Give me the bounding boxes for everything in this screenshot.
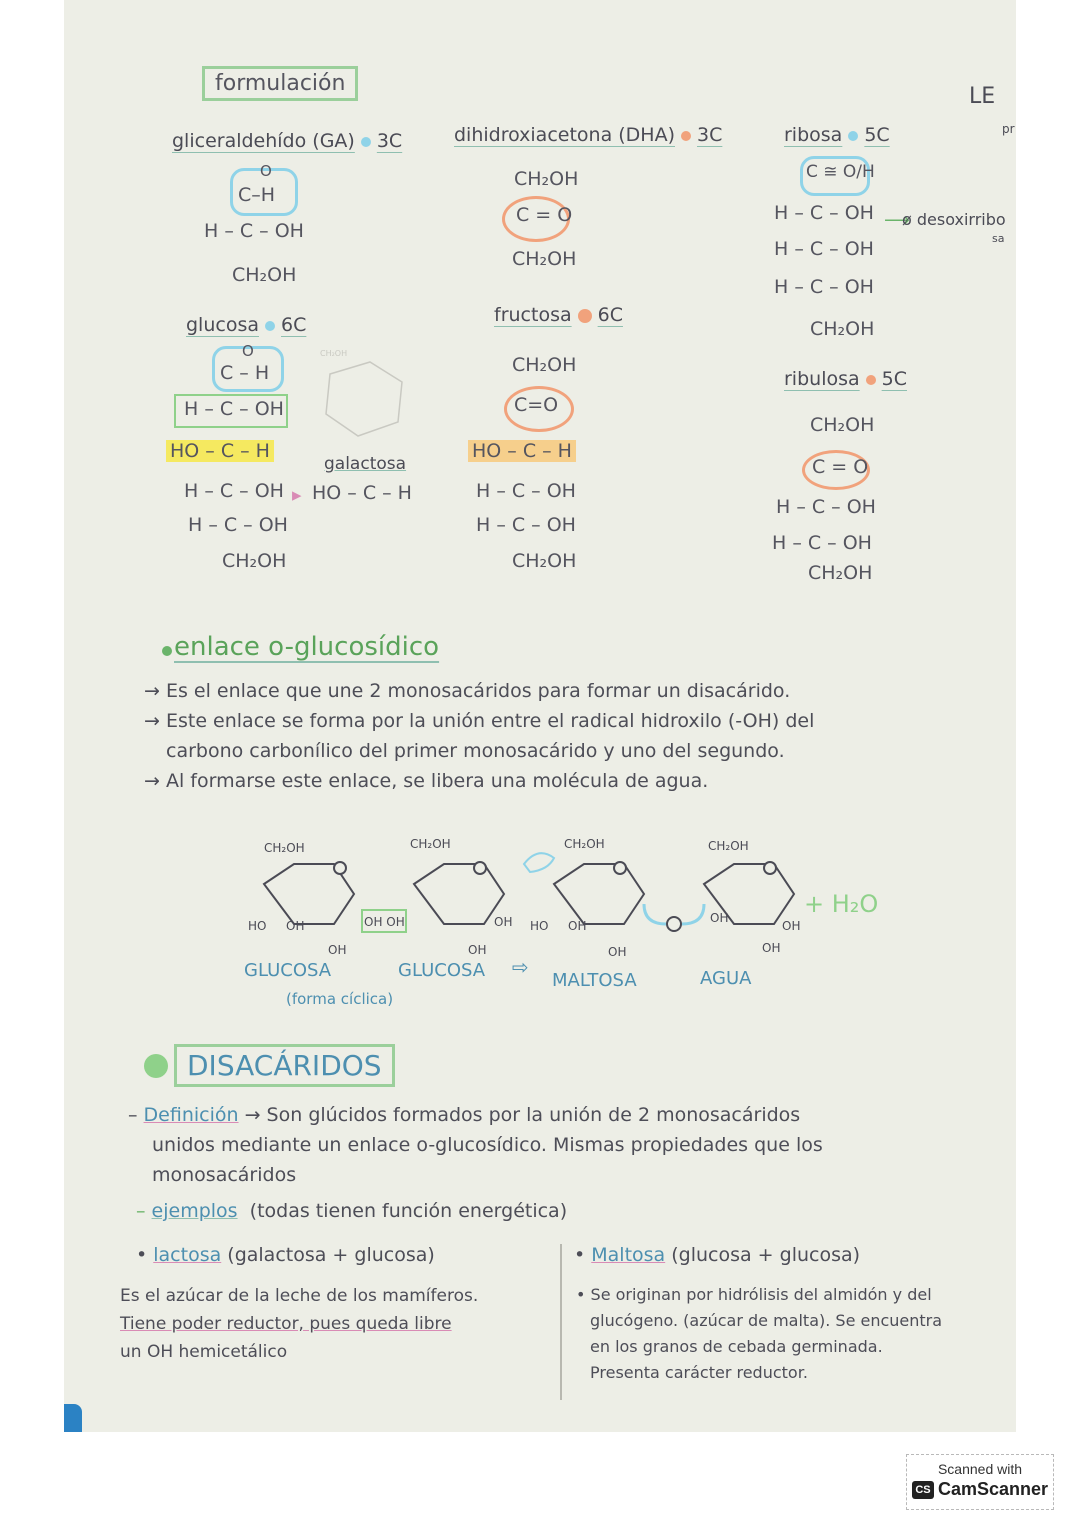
- ga-name: [172, 130, 402, 152]
- maltose-1-ho: HO: [530, 919, 549, 933]
- maltose-1-oh-bottom: OH: [608, 945, 627, 959]
- maltose-1-oh: OH: [568, 919, 587, 933]
- page-title: formulación: [202, 66, 358, 101]
- ejemplos-label: ejemplos: [151, 1200, 238, 1222]
- enlace-bullet-1-text: Es el enlace que une 2 monosacáridos para formar un disacárido.: [165, 680, 791, 702]
- lactosa-title: • lactosa (galactosa + glucosa): [136, 1244, 435, 1266]
- label-forma-ciclica: (forma cíclica): [286, 990, 394, 1008]
- disacaridos-bullet: [144, 1054, 168, 1078]
- ribulosa-line-1: CH₂OH: [810, 414, 875, 436]
- ribulosa-line-3: H – C – OH: [776, 496, 876, 518]
- glucosa-carbons: 6C: [281, 314, 307, 336]
- edge-text-le: LE: [969, 84, 996, 109]
- galactosa-line: HO – C – H: [312, 482, 412, 504]
- blue-corner-tab: [64, 1404, 82, 1432]
- ribosa-name: [784, 124, 890, 146]
- maltose-2-oh: OH: [710, 911, 729, 925]
- ring-1-ch2oh: CH₂OH: [264, 841, 305, 855]
- maltose-bridge-oxygen: [667, 917, 681, 931]
- ga-line-3: CH₂OH: [232, 264, 297, 286]
- lactosa-name: lactosa: [153, 1244, 222, 1266]
- fructosa-line-4: H – C – OH: [476, 480, 576, 502]
- scan-brand-text: CamScanner: [937, 1479, 1049, 1499]
- enlace-bullet-2-text: Este enlace se forma por la unión entre el radical hidroxilo (-OH) del: [165, 710, 815, 732]
- ring-1-ho: HO: [248, 919, 267, 933]
- maltosa-line-3-text: en los granos de cebada germinada.: [590, 1337, 883, 1356]
- ejemplos-note: (todas tienen función energética): [249, 1200, 568, 1222]
- ribulosa-line-4: H – C – OH: [772, 532, 872, 554]
- glucosa-line-3: HO – C – H: [166, 440, 274, 462]
- maltosa-line-2: [576, 1308, 942, 1334]
- maltosa-line-4: [576, 1360, 942, 1386]
- disacaridos-heading: DISACÁRIDOS: [174, 1044, 395, 1087]
- maltosa-body: [576, 1282, 942, 1386]
- ribosa-line-5: CH₂OH: [810, 318, 875, 340]
- definicion-label: Definición: [143, 1104, 239, 1126]
- glucosa-dot: [265, 321, 275, 331]
- ribosa-dot: [848, 131, 858, 141]
- bridge-right: [682, 904, 704, 924]
- camscanner-logo-icon: CS: [912, 1481, 934, 1499]
- maltosa-line-4-text: Presenta carácter reductor.: [590, 1363, 808, 1382]
- scan-brand: [907, 1479, 1053, 1500]
- ribulosa-line-5: CH₂OH: [808, 562, 873, 584]
- glucosa-line-4: H – C – OH: [184, 480, 284, 502]
- enlace-bullets: [144, 676, 814, 796]
- ribulosa-name-text: ribulosa: [784, 368, 860, 390]
- lactosa-line-3: [120, 1338, 478, 1366]
- ga-carbons: 3C: [376, 130, 403, 152]
- glucosa-name-text: glucosa: [186, 314, 259, 336]
- maltosa-name: Maltosa: [591, 1244, 666, 1266]
- fructosa-line-2: C=O: [514, 394, 559, 416]
- maltosa-line-1-text: Se originan por hidrólisis del almidón y del: [590, 1285, 932, 1304]
- definicion-text-3: monosacáridos: [152, 1164, 297, 1186]
- ribosa-line-3: H – C – OH: [774, 238, 874, 260]
- glucosa-line-2: H – C – OH: [184, 398, 284, 420]
- maltose-ring-1: [554, 864, 644, 924]
- definicion-line-2: [128, 1130, 823, 1160]
- glucosa-line-1: C – H: [220, 362, 270, 384]
- ga-dot: [361, 137, 371, 147]
- galactosa-name: galactosa: [324, 454, 407, 474]
- ring-2-oxygen: [474, 862, 486, 874]
- ribosa-carbons: 5C: [864, 124, 890, 146]
- enlace-heading: enlace o-glucosídico: [174, 632, 440, 662]
- enlace-bullet-2b-text: carbono carbonílico del primer monosacárido y uno del segundo.: [166, 740, 785, 762]
- ribulosa-dot: [866, 375, 876, 385]
- lactosa-composition: (galactosa + glucosa): [227, 1244, 435, 1266]
- galactosa-arrow: ▸: [292, 484, 302, 506]
- enlace-bullet-2b: [144, 736, 814, 766]
- definicion-block: [128, 1100, 823, 1190]
- maltosa-line-2-text: glucógeno. (azúcar de malta). Se encuentra: [590, 1311, 943, 1330]
- ribosa-line-4: H – C – OH: [774, 276, 874, 298]
- scan-top-text: Scanned with: [937, 1461, 1023, 1477]
- ejemplos-line: – ejemplos (todas tienen función energética): [136, 1200, 568, 1222]
- maltose-ring-2-oxygen: [764, 862, 776, 874]
- maltose-2-oh-right: OH: [782, 919, 801, 933]
- ring-1-oh: OH: [286, 919, 305, 933]
- ga-line-1: C–H: [238, 184, 276, 206]
- maltosa-composition: (glucosa + glucosa): [671, 1244, 861, 1266]
- maltosa-line-1: • Se originan por hidrólisis del almidón y del: [576, 1285, 932, 1304]
- water-label: + H₂O: [804, 890, 879, 918]
- fructosa-line-1: CH₂OH: [512, 354, 577, 376]
- glucosa-oxygen: O: [242, 342, 254, 360]
- ring-2-oh-bottom: OH: [468, 943, 487, 957]
- dha-dot: [681, 131, 691, 141]
- sketch-label: CH₂OH: [320, 349, 348, 358]
- ribosa-arrow: ⟶: [884, 210, 910, 231]
- maltose-ring-1-oxygen: [614, 862, 626, 874]
- dha-name: [454, 124, 722, 146]
- maltose-2-ch2oh: CH₂OH: [708, 839, 749, 853]
- ring-2-ch2oh: CH₂OH: [410, 837, 451, 851]
- glycosidic-reaction-diagram: [234, 824, 914, 1014]
- glucosa-name: [186, 314, 306, 336]
- label-glucosa-2: GLUCOSA: [398, 960, 486, 981]
- ring-1-oxygen: [334, 862, 346, 874]
- ga-line-2: H – C – OH: [204, 220, 304, 242]
- glucosa-line-6: CH₂OH: [222, 550, 287, 572]
- edge-text-pr: pr: [1002, 122, 1015, 136]
- enlace-bullet-1: → Es el enlace que une 2 monosacáridos para formar un disacárido.: [144, 680, 791, 702]
- dha-carbons: 3C: [697, 124, 723, 146]
- ga-oxygen: O: [260, 162, 272, 180]
- definicion-line-1: – Definición → Son glúcidos formados por la unión de 2 monosacáridos: [128, 1104, 801, 1126]
- label-agua: AGUA: [700, 968, 752, 989]
- lactosa-body: [120, 1282, 478, 1366]
- dha-line-3: CH₂OH: [512, 248, 577, 270]
- maltose-2-oh-bottom: OH: [762, 941, 781, 955]
- fructosa-line-6: CH₂OH: [512, 550, 577, 572]
- fructosa-dot: [578, 309, 592, 323]
- ga-name-text: gliceraldehído (GA): [172, 130, 355, 152]
- enlace-bullet-2: → Este enlace se forma por la unión entre el radical hidroxilo (-OH) del: [144, 710, 815, 732]
- ribulosa-line-2: C = O: [812, 456, 869, 478]
- glucose-ring-2: [414, 864, 504, 924]
- definicion-text-2: unidos mediante un enlace o-glucosídico. Mismas propiedades que los: [152, 1134, 823, 1156]
- fructosa-name-text: fructosa: [494, 304, 572, 326]
- pencil-ring-sketch: [310, 344, 420, 444]
- reaction-arrow-icon: ⇨: [512, 955, 529, 979]
- maltosa-title: • Maltosa (glucosa + glucosa): [574, 1244, 861, 1266]
- glucosa-line-5: H – C – OH: [188, 514, 288, 536]
- dha-line-1: CH₂OH: [514, 168, 579, 190]
- ribosa-note-small: sa: [992, 232, 1005, 245]
- dha-name-text: dihidroxiacetona (DHA): [454, 124, 675, 146]
- lactosa-line-3-text: un OH hemicetálico: [120, 1342, 288, 1362]
- enlace-bullet-3-text: Al formarse este enlace, se libera una molécula de agua.: [165, 770, 709, 792]
- ring-2-oh: OH: [494, 915, 513, 929]
- ribulosa-name: [784, 368, 907, 390]
- lactosa-line-1-text: Es el azúcar de la leche de los mamíferos.: [120, 1286, 479, 1306]
- camscanner-badge: [906, 1454, 1054, 1510]
- ribosa-name-text: ribosa: [784, 124, 843, 146]
- dha-line-2: C = O: [516, 204, 573, 226]
- label-maltosa: MALTOSA: [552, 970, 637, 991]
- bridge-left: [644, 904, 666, 924]
- arrow-curl-icon: [524, 853, 554, 872]
- fructosa-line-5: H – C – OH: [476, 514, 576, 536]
- definicion-line-3: [128, 1160, 823, 1190]
- label-glucosa-1: GLUCOSA: [244, 960, 332, 981]
- fructosa-name: [494, 304, 623, 326]
- ribosa-line-1: C ≅ O/H: [806, 162, 875, 182]
- oh-pair: OH OH: [364, 915, 405, 929]
- notebook-page: [64, 0, 1016, 1432]
- fructosa-line-3: HO – C – H: [468, 440, 576, 462]
- maltosa-line-3: [576, 1334, 942, 1360]
- ribulosa-carbons: 5C: [881, 368, 907, 390]
- ring-1-oh-bottom: OH: [328, 943, 347, 957]
- lactosa-line-2-text: Tiene poder reductor, pues queda libre: [120, 1314, 452, 1334]
- enlace-bullet-3: → Al formarse este enlace, se libera una molécula de agua.: [144, 770, 709, 792]
- lactosa-line-2: [120, 1310, 478, 1338]
- ribosa-line-2: H – C – OH: [774, 202, 874, 224]
- lactosa-line-1: [120, 1282, 478, 1310]
- maltose-1-ch2oh: CH₂OH: [564, 837, 605, 851]
- ribosa-desoxi-note: ø desoxirribo: [902, 210, 1006, 229]
- fructosa-carbons: 6C: [597, 304, 623, 326]
- definicion-text-1: Son glúcidos formados por la unión de 2 monosacáridos: [266, 1104, 801, 1126]
- column-divider: [560, 1244, 562, 1400]
- enlace-bullet: [162, 646, 172, 656]
